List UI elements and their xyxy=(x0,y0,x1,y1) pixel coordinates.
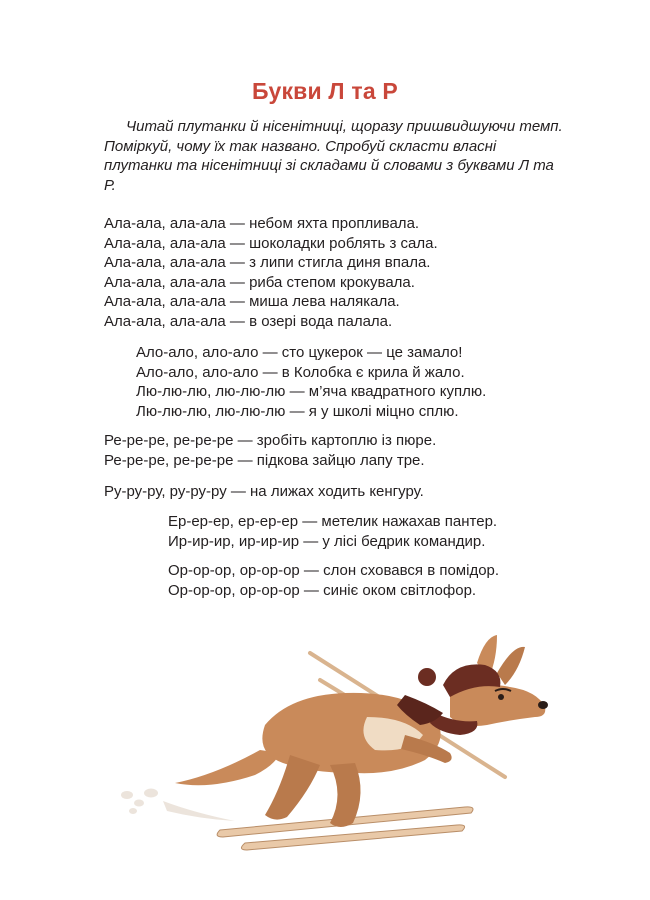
verse-line: Ало-ало, ало-ало — в Колобка є крила й жало. xyxy=(136,363,465,381)
page-title: Букви Л та Р xyxy=(252,78,398,104)
verse-line: Ала-ала, ала-ала — миша лева налякала. xyxy=(104,293,400,311)
verse-line: Ор-ор-ор, ор-ор-ор — синіє оком світлофор. xyxy=(168,581,477,599)
stanza xyxy=(104,482,424,502)
verse-line: Лю-лю-лю, лю-лю-лю — я у школі міцно сплю. xyxy=(136,402,459,420)
snow-spray-icon xyxy=(121,789,235,822)
verse-line: Ор-ор-ор, ор-ор-ор — слон сховався в помідор. xyxy=(168,562,500,579)
verse-line: Ала-ала, ала-ала — небом яхта пропливала. xyxy=(104,215,420,232)
intro-paragraph: Читай плутанки й нісенітниці, щоразу пришвидшуючи темп. Поміркуй, чому їх так названо. Спробуй скласти власні плутанки та нісенітниці зі складами й словами з буквами Л та Р. xyxy=(104,118,563,194)
stanza xyxy=(104,214,438,332)
verse-line: Ала-ала, ала-ала — риба степом крокувала. xyxy=(104,273,415,291)
kangaroo-skiing-icon xyxy=(105,625,565,855)
verse-line: Ер-ер-ер, ер-ер-ер — метелик нажахав пантер. xyxy=(168,513,498,530)
verse-line: Ре-ре-ре, ре-ре-ре — зробіть картоплю із пюре. xyxy=(104,432,437,449)
verse-line: Ала-ала, ала-ала — шоколадки роблять з сала. xyxy=(104,234,438,252)
verse-line: Ре-ре-ре, ре-ре-ре — підкова зайцю лапу тре. xyxy=(104,451,425,469)
stanza xyxy=(168,561,499,600)
stanza xyxy=(168,512,497,551)
stanza xyxy=(104,431,436,470)
verse-line: Ир-ир-ир, ир-ир-ир — у лісі бедрик командир. xyxy=(168,532,486,550)
verse-line: Ала-ала, ала-ала — з липи стигла диня впала. xyxy=(104,254,431,272)
verse-line: Ало-ало, ало-ало — сто цукерок — це замало! xyxy=(136,344,463,361)
kangaroo-tail-icon xyxy=(175,750,280,785)
verse-line: Ру-ру-ру, ру-ру-ру — на лижах ходить кенгуру. xyxy=(104,483,424,500)
verse-line: Ала-ала, ала-ала — в озері вода палала. xyxy=(104,312,393,330)
verse-line: Лю-лю-лю, лю-лю-лю — м’яча квадратного куплю. xyxy=(136,383,487,401)
stanza xyxy=(136,343,486,421)
